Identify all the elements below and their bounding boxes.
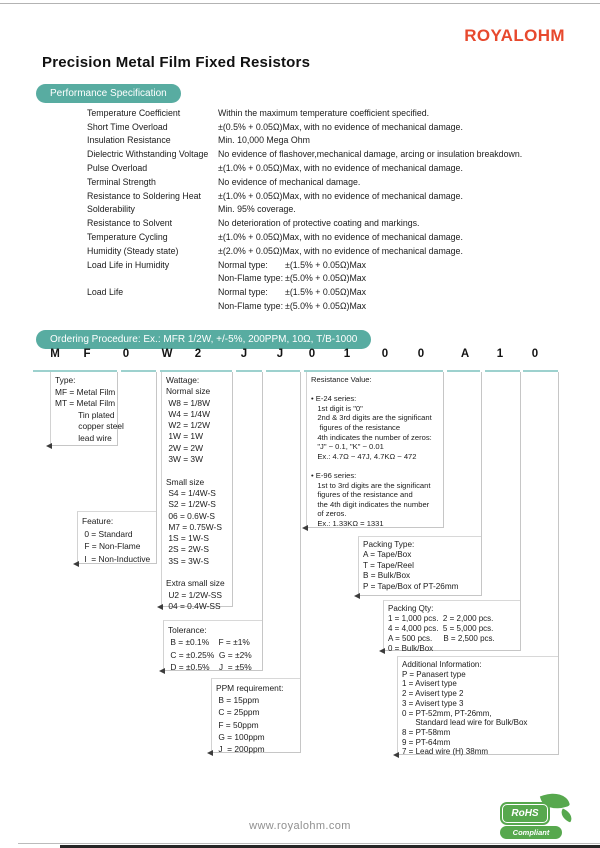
spec-row-value: No evidence of mechanical damage. [218,176,361,187]
spec-row [0,258,600,272]
ordering-box-line: A = Tape/Box [363,550,412,560]
ordering-box-line: "J" ~ 0.1, "K" ~ 0.01 [311,442,384,452]
ordering-box-line: 1 = Avisert type [402,679,457,689]
ordering-box-line: 4 = 4,000 pcs. 5 = 5,000 pcs. [388,623,494,633]
spec-row-value: ±(1.5% + 0.05Ω)Max [285,287,367,298]
code-group-underline-packtype [447,370,480,372]
rohs-compliant-badge [500,795,572,843]
spec-row [0,285,600,299]
ordering-box-line: 0 = PT-52mm, PT-26mm, [402,708,492,718]
ordering-box-line: 0 = Bulk/Box [388,643,434,653]
spec-row [0,161,600,175]
ordering-box-line: W4 = 1/4W [166,408,210,419]
spec-row-label: Insulation Resistance [87,135,171,146]
ordering-code-char: 1 [496,348,504,360]
ordering-box-line: Ex.: 1.33KΩ = 1331 [311,518,384,528]
ordering-box-line: W8 = 1/8W [166,397,210,408]
spec-row-label: Load Life in Humidity [87,259,170,270]
ordering-code-char: 0 [122,348,130,360]
spec-row-value: ±(2.0% + 0.05Ω)Max, with no evidence of mechanical damage. [218,245,463,256]
code-group-underline-ppm [266,370,300,372]
ordering-box-line: 9 = PT-64mm [402,737,451,747]
connector-line-ppm [300,372,301,753]
ordering-code-char: J [276,348,284,360]
spec-row-label: Short Time Overload [87,121,168,132]
ordering-code-char: J [240,348,248,360]
ordering-box-line: G = 100ppm [216,731,265,742]
ordering-box-line: Small size [166,476,205,487]
spec-row-value: Min. 95% coverage. [218,204,296,215]
ordering-box-title: Resistance Value: [311,375,372,384]
ordering-box-title: Type: [55,375,76,385]
ordering-box-line: 1st digit is "0" [311,403,363,413]
rohs-label: RoHS [502,804,548,823]
spec-row-value: ±(0.5% + 0.05Ω)Max, with no evidence of mechanical damage. [218,121,463,132]
connector-line-wattage [232,372,233,607]
spec-row-subtype: Normal type: [218,259,268,270]
spec-row-label: Temperature Cycling [87,232,168,243]
ordering-box-resistance [306,372,443,528]
spec-row [0,203,600,217]
spec-row-label: Resistance to Solvent [87,218,173,229]
spec-row [0,134,600,148]
left-arrow-icon [207,750,213,756]
ordering-box-line: B = 15ppm [216,695,260,706]
ordering-box-line: • E-24 series: [311,394,357,404]
ordering-code-char: 1 [343,348,351,360]
spec-row-value: ±(1.0% + 0.05Ω)Max, with no evidence of mechanical damage. [218,163,463,174]
ordering-box-line: the 4th digit indicates the number [311,499,430,509]
ordering-box-line: 0 = Standard [82,528,133,539]
spec-row [0,175,600,189]
ordering-box-line: 06 = 0.6W-S [166,510,215,521]
ordering-box-type [50,372,124,446]
ordering-box-line: 1S = 1W-S [166,533,209,544]
spec-row-value: ±(5.0% + 0.05Ω)Max [285,301,367,312]
spec-row-value: No evidence of flashover,mechanical damage, arcing or insulation breakdown. [218,149,523,160]
ordering-box-packtype [358,536,481,596]
spec-row [0,216,600,230]
rohs-compliant-label: Compliant [500,826,562,839]
ordering-box-line: B = Bulk/Box [363,571,411,581]
spec-row-label: Terminal Strength [87,176,156,187]
ordering-box-feature [77,511,156,564]
bottom-divider [18,843,600,844]
connector-line-packtype [481,372,482,596]
ordering-code-char: 0 [417,348,425,360]
spec-row-label: Temperature Coefficient [87,107,181,118]
ordering-box-line: figures of the resistance and [311,490,413,500]
ordering-box-line [307,461,443,471]
spec-row-subtype: Non-Flame type: [218,301,284,312]
ordering-box-line: Tin plated [55,409,115,420]
ordering-box-line: 04 = 0.4W-SS [166,600,221,611]
ordering-box-line: I = Non-Inductive [82,553,151,564]
rohs-leaf-icon [559,808,575,822]
ordering-box-line: M7 = 0.75W-S [166,521,222,532]
ordering-box-line: copper steel [55,421,124,432]
ordering-box-line [162,465,232,476]
spec-row [0,120,600,134]
ordering-box-line [162,567,232,578]
spec-row-subtype: Normal type: [218,287,268,298]
ordering-box-packqty [383,600,520,651]
ordering-box-line: of zeros. [311,509,347,519]
code-group-underline-packqty [485,370,520,372]
spec-row-value: ±(5.0% + 0.05Ω)Max [285,273,367,284]
spec-row-label: Pulse Overload [87,163,148,174]
ordering-box-line: 2W = 2W [166,442,203,453]
ordering-box-line: 4th indicates the number of zeros: [311,432,432,442]
ordering-box-line: figures of the resistance [311,422,401,432]
ordering-box-line: MT = Metal Film [55,398,116,409]
performance-specification-heading: Performance Specification [36,84,181,103]
ordering-box-line: 1 = 1,000 pcs. 2 = 2,000 pcs. [388,613,494,623]
ordering-box-line: D = ±0.5% J = ±5% [168,661,252,672]
spec-row-value: Min. 10,000 Mega Ohm [218,135,310,146]
connector-line-packqty [520,372,521,651]
ordering-box-title: Tolerance: [168,625,207,635]
ordering-box-line: U2 = 1/2W-SS [166,589,222,600]
code-group-underline-addinfo [523,370,558,372]
ordering-box-title: Packing Qty: [388,604,434,613]
ordering-box-line: B = ±0.1% F = ±1% [168,637,250,648]
ordering-box-line: MF = Metal Film [55,386,116,397]
ordering-code-char: A [460,348,470,360]
ordering-box-line: T = Tape/Reel [363,560,414,570]
spec-row [0,244,600,258]
spec-row-value: ±(1.5% + 0.05Ω)Max [285,259,367,270]
ordering-box-line: 8 = PT-58mm [402,727,451,737]
spec-row [0,272,600,286]
ordering-box-title: Feature: [82,516,114,526]
ordering-box-line: F = 50ppm [216,719,259,730]
left-arrow-icon [46,443,52,449]
ordering-box-ppm [211,678,300,753]
ordering-box-line [307,385,443,395]
ordering-box-line: 3 = Avisert type 3 [402,698,464,708]
spec-row [0,230,600,244]
spec-row [0,299,600,313]
spec-row-label: Dielectric Withstanding Voltage [87,149,209,160]
left-arrow-icon [73,561,79,567]
spec-row-value: ±(1.0% + 0.05Ω)Max, with no evidence of mechanical damage. [218,232,463,243]
spec-row-subtype: Non-Flame type: [218,273,284,284]
spec-row-label: Humidity (Steady state) [87,245,179,256]
connector-line-type [117,372,118,446]
ordering-box-line: P = Panasert type [402,669,466,679]
ordering-box-line: A = 500 pcs. B = 2,500 pcs. [388,633,495,643]
ordering-box-line: 3S = 3W-S [166,555,209,566]
ordering-box-line: S2 = 1/2W-S [166,499,216,510]
ordering-box-title: Wattage: [166,375,200,385]
code-group-underline-feature [121,370,156,372]
royalohm-logo: ROYALOHM [464,26,565,45]
ordering-box-line: 3W = 3W [166,454,203,465]
left-arrow-icon [379,648,385,654]
ordering-box-title: Packing Type: [363,540,415,549]
spec-row [0,106,600,120]
ordering-box-line: 7 = Lead wire (H) 38mm [402,747,489,757]
ordering-code-char: 2 [194,348,202,360]
website-url: www.royalohm.com [249,820,351,832]
left-arrow-icon [393,752,399,758]
left-arrow-icon [157,604,163,610]
ordering-box-line: Ex.: 4.7Ω ~ 47J, 4.7KΩ ~ 472 [311,451,417,461]
ordering-box-title: PPM requirement: [216,683,284,693]
spec-row-label: Load Life [87,287,124,298]
spec-row-label: Resistance to Soldering Heat [87,190,201,201]
ordering-box-line: P = Tape/Box of PT-26mm [363,581,459,591]
ordering-box-line: Extra small size [166,578,225,589]
ordering-code-char: F [83,348,91,360]
ordering-box-title: Additional Information: [402,660,482,669]
page-title: Precision Metal Film Fixed Resistors [42,54,311,71]
ordering-code-char: 0 [308,348,316,360]
ordering-box-line: S4 = 1/4W-S [166,487,216,498]
ordering-code-char: 0 [531,348,539,360]
ordering-code-char: W [161,348,173,360]
ordering-box-addinfo [397,656,558,755]
ordering-box-line: 2nd & 3rd digits are the significant [311,413,432,423]
ordering-box-line: 2 = Avisert type 2 [402,689,464,699]
ordering-box-line: J = 200ppm [216,744,265,755]
connector-line-tolerance [262,372,263,671]
ordering-box-line: lead wire [55,432,112,443]
ordering-box-line: F = Non-Flame [82,541,141,552]
spec-row-value: Within the maximum temperature coefficient specified. [218,107,430,118]
connector-line-resistance [443,372,444,528]
ordering-box-line: • E-96 series: [311,470,357,480]
left-arrow-icon [159,668,165,674]
top-divider [0,3,600,4]
performance-spec-table [0,106,600,313]
connector-line-feature [156,372,157,564]
ordering-box-line: W2 = 1/2W [166,420,210,431]
ordering-code-char: M [50,348,60,360]
spec-row-label: Solderability [87,204,135,215]
spec-row-value: ±(1.0% + 0.05Ω)Max, with no evidence of mechanical damage. [218,190,463,201]
ordering-box-line: Standard lead wire for Bulk/Box [402,718,528,728]
spec-row-value: No deterioration of protective coating and markings. [218,218,420,229]
ordering-box-line: 1st to 3rd digits are the significant [311,480,431,490]
spec-row [0,147,600,161]
code-group-underline-tolerance [236,370,262,372]
ordering-box-wattage [161,372,232,611]
ordering-box-line: 1W = 1W [166,431,203,442]
ordering-box-line: 2S = 2W-S [166,544,209,555]
ordering-box-tolerance [163,620,262,671]
left-arrow-icon [354,593,360,599]
ordering-box-line: Normal size [166,386,211,397]
left-arrow-icon [302,525,308,531]
spec-row [0,189,600,203]
ordering-procedure-heading: Ordering Procedure: Ex.: MFR 1/2W, +/-5%, 200PPM, 10Ω, T/B-1000 [36,330,371,349]
ordering-box-line: C = ±0.25% G = ±2% [168,649,252,660]
connector-line-addinfo [558,372,559,755]
ordering-box-line: C = 25ppm [216,707,260,718]
ordering-code-char: 0 [381,348,389,360]
